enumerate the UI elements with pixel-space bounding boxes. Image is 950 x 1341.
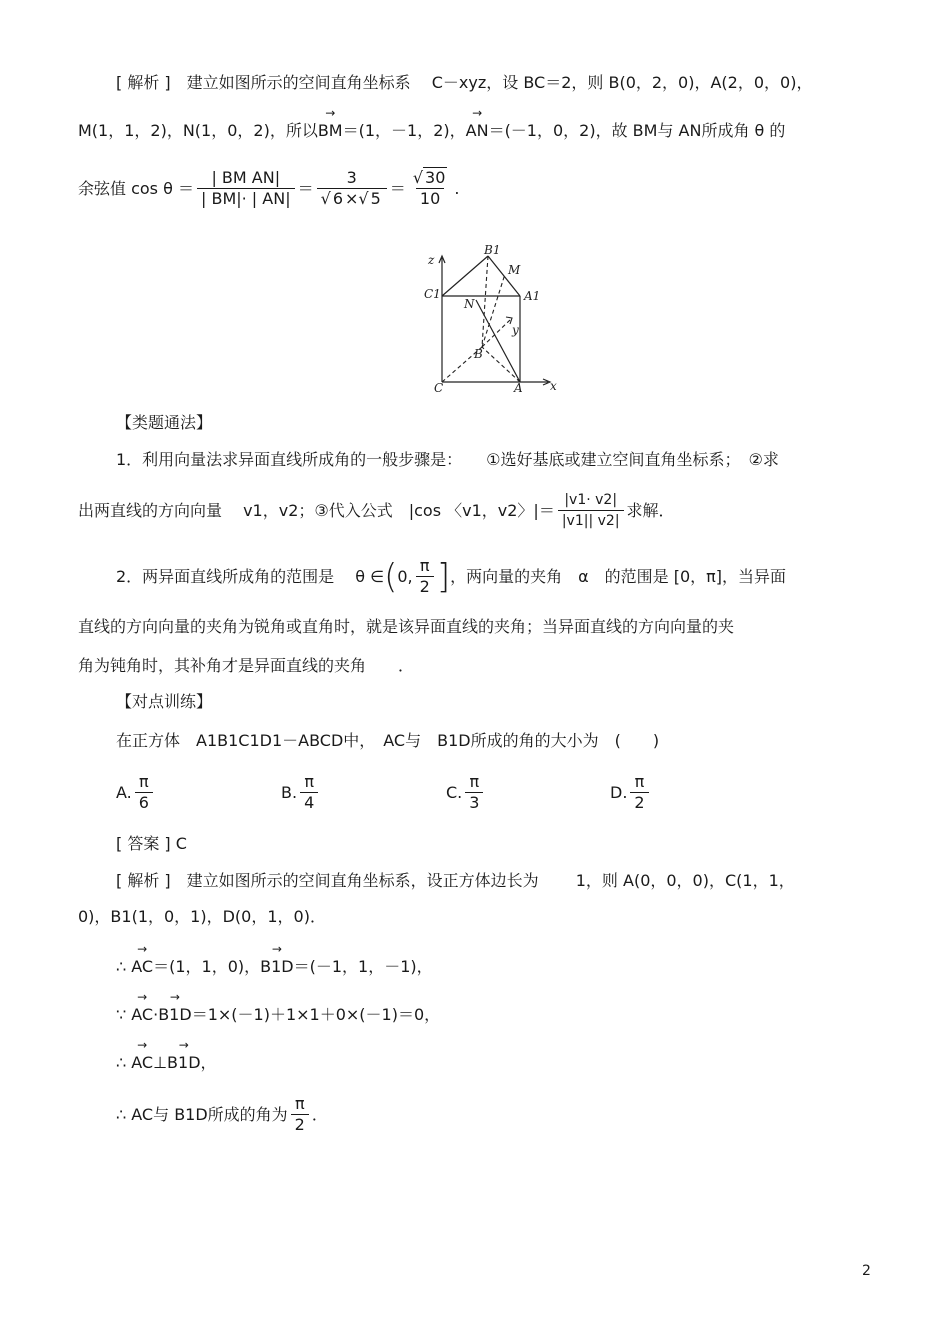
- cos-fraction-1-den: | BM|· | AN|: [197, 188, 295, 209]
- s2-p1-line2-a: 出两直线的方向向量 v1，v2；③代入公式 |cos 〈v1，v2〉|＝: [78, 500, 555, 520]
- s1-line2: [78, 120, 785, 142]
- interval-right-bracket: ]: [436, 556, 451, 597]
- step-vectors: ∴ → AC＝(1，1，0)，→ B1D＝(－1，1，－1)，: [116, 956, 433, 978]
- vector-bm: → BM: [318, 120, 343, 142]
- cos-label: 余弦值 cos θ ＝: [78, 178, 194, 198]
- cos-fraction-1-num: | BM AN|: [211, 168, 281, 187]
- label-y: y: [512, 323, 519, 337]
- label-b: B: [474, 347, 483, 361]
- label-c: C: [434, 381, 444, 394]
- interval-pi-over-2: $\frac{\pi}{2}$: [416, 556, 434, 597]
- step-perpendicular: ∴ → AC⊥→ B1D，: [116, 1052, 217, 1074]
- page-number: 2: [862, 1263, 871, 1279]
- cos-fraction-3-den: 10: [416, 188, 444, 209]
- vector-b1d-2: → B1D: [158, 1004, 191, 1026]
- choice-d: D. $\frac{\pi}{2}$: [610, 772, 652, 813]
- cos-fraction-3: [409, 168, 452, 209]
- label-a1: A1: [524, 289, 541, 303]
- s2-p2-line2: 直线的方向向量的夹角为锐角或直角时，就是该异面直线的夹角；当异面直线的方向向量的夹: [78, 617, 735, 636]
- choice-c: C. $\frac{\pi}{3}$: [446, 772, 486, 813]
- vector-ac-2: → AC: [131, 1004, 153, 1026]
- s2-p2-line1-a: 2．两异面直线所成角的范围是 θ ∈: [116, 566, 385, 586]
- choice-b: B. $\frac{\pi}{4}$: [281, 772, 321, 813]
- vector-ac: → AC: [131, 956, 153, 978]
- s1-line2-b: ＝(1，－1，2)，: [342, 121, 466, 140]
- cos-fraction-2: [317, 168, 387, 209]
- vector-b1d: → B1D: [260, 956, 293, 978]
- step-dot-product: ∵ → AC·→ B1D＝1×(－1)＋1×1＋0×(－1)＝0，: [116, 1004, 440, 1026]
- s2-p2-line1-b: ，两向量的夹角 α 的范围是 [0，π]，当异面: [450, 566, 787, 586]
- vector-ac-3: → AC: [131, 1052, 153, 1074]
- s2-p2-line3: 角为钝角时，其补角才是异面直线的夹角 ．: [78, 656, 415, 675]
- cos-fraction-2-den: √ 6 ×√ 5: [317, 188, 387, 209]
- jx-line2: 0)，B1(1，0，1)，D(0，1，0)．: [78, 907, 326, 926]
- s1-line2-a: M(1，1，2)，N(1，0，2)，所以: [78, 121, 318, 140]
- s1-line1: [ 解析 ] 建立如图所示的空间直角坐标系 C－xyz，设 BC＝2，则 B(0，2，0)，A(2，0，0)，: [116, 73, 813, 92]
- label-b1: B1: [484, 244, 501, 257]
- vector-an: → AN: [466, 120, 489, 142]
- formula-fraction-num: |v1· v2|: [564, 492, 618, 508]
- prism-figure: [418, 244, 568, 394]
- cos-fraction-3-num: √ 30: [412, 168, 446, 187]
- label-a: A: [514, 381, 523, 394]
- jx-line1: [ 解析 ] 建立如图所示的空间直角坐标系，设正方体边长为 1，则 A(0，0，0)，C(1，1，: [116, 871, 795, 890]
- s1-line3: [78, 168, 459, 209]
- answer-line: [ 答案 ] C: [116, 834, 187, 853]
- s2-p2-line1: [116, 556, 786, 597]
- period: .: [454, 178, 460, 198]
- interval-zero: 0,: [397, 566, 413, 586]
- choice-a: A. $\frac{\pi}{6}$: [116, 772, 156, 813]
- formula-fraction: [558, 490, 624, 531]
- s2-p1-line2: [78, 490, 675, 531]
- s2-p1-line2-b: 求解．: [626, 500, 675, 520]
- label-c1: C1: [424, 287, 441, 301]
- section-heading-duidian: 【对点训练】: [116, 692, 213, 711]
- step-conclusion: ∴ AC与 B1D所成的角为 $\frac{\pi}{2}$ ．: [116, 1094, 328, 1134]
- interval-left-bracket: (: [384, 556, 398, 597]
- s2-p1-line1: 1．利用向量法求异面直线所成角的一般步骤是： ①选好基底或建立空间直角坐标系； ②求: [116, 450, 779, 469]
- vector-b1d-3: → B1D: [167, 1052, 200, 1074]
- question-text: 在正方体 A1B1C1D1－ABCD中， AC与 B1D所成的角的大小为 ( ): [116, 731, 660, 750]
- equals-2: ＝: [389, 178, 406, 198]
- conclusion-fraction: $\frac{\pi}{2}$: [291, 1094, 309, 1135]
- label-m: M: [508, 263, 521, 277]
- cos-fraction-1: [197, 168, 295, 209]
- s1-line2-c: ＝(－1，0，2)，故 BM与 AN所成角 θ 的: [488, 121, 786, 140]
- cos-fraction-2-num: 3: [346, 168, 357, 187]
- label-n: N: [464, 297, 475, 311]
- label-x: x: [550, 379, 557, 393]
- formula-fraction-den: |v1|| v2|: [558, 510, 624, 531]
- section-heading-leiti: 【类题通法】: [116, 413, 213, 432]
- label-z: z: [428, 253, 435, 267]
- equals-1: ＝: [297, 178, 314, 198]
